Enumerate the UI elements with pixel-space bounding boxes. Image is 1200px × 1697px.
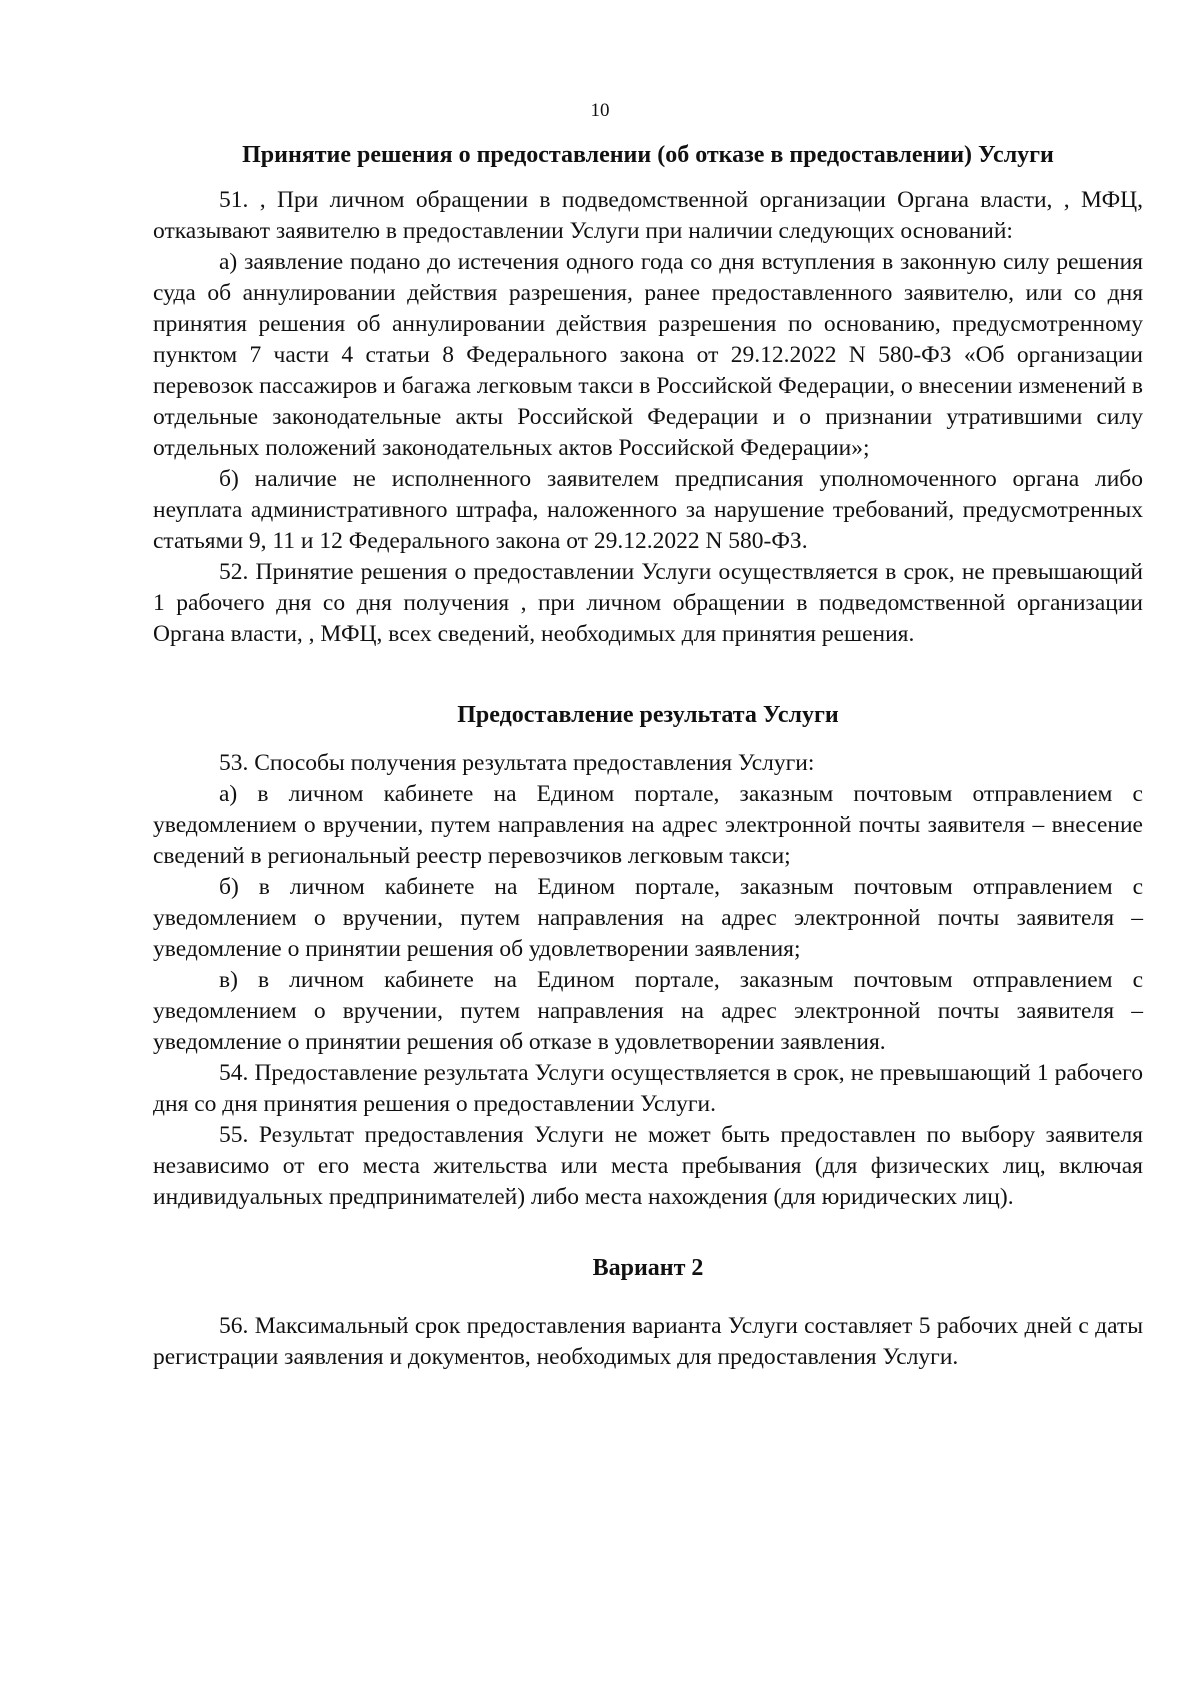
paragraph-53-a: а) в личном кабинете на Едином портале, заказным почтовым отправлением с уведомлением о вручении, путем направления на адрес электронной почты заявителя – внесение сведений в региональный реестр перевозчиков легковым такси; [153, 781, 1143, 869]
paragraph-51-a: а) заявление подано до истечения одного года со дня вступления в законную силу решения суда об аннулировании действия разрешения, ранее предоставленного заявителю, или со дня принятия решения об аннулировании действия разрешения по основанию, предусмотренному пунктом 7 части 4 статьи 8 Федерального закона от 29.12.2022 N 580-ФЗ «Об организации перевозок пассажиров и багажа легковым такси в Российской Федерации, о внесении изменений в отдельные законодательные акты Российской Федерации и о признании утратившими силу отдельных положений законодательных актов Российской Федерации»; [153, 249, 1143, 461]
section-heading-decision: Принятие решения о предоставлении (об отказе в предоставлении) Услуги [242, 142, 1054, 168]
paragraph-52: 52. Принятие решения о предоставлении Услуги осуществляется в срок, не превышающий 1 рабочего дня со дня получения , при личном обращении в подведомственной организации Органа власти, , МФЦ, всех сведений, необходимых для принятия решения. [153, 559, 1143, 647]
paragraph-51: 51. , При личном обращении в подведомственной организации Органа власти, , МФЦ, отказывают заявителю в предоставлении Услуги при наличии следующих оснований: [153, 187, 1143, 244]
paragraph-51-b: б) наличие не исполненного заявителем предписания уполномоченного органа либо неуплата административного штрафа, наложенного за нарушение требований, предусмотренных статьями 9, 11 и 12 Федерального закона от 29.12.2022 N 580-ФЗ. [153, 466, 1143, 554]
paragraph-54: 54. Предоставление результата Услуги осуществляется в срок, не превышающий 1 рабочего дня со дня принятия решения о предоставлении Услуги. [153, 1060, 1143, 1117]
paragraph-53-v: в) в личном кабинете на Едином портале, заказным почтовым отправлением с уведомлением о вручении, путем направления на адрес электронной почты заявителя – уведомление о принятии решения об отказе в удовлетворении заявления. [153, 967, 1143, 1055]
paragraph-55: 55. Результат предоставления Услуги не может быть предоставлен по выбору заявителя независимо от его места жительства или места пребывания (для физических лиц, включая индивидуальных предпринимателей) либо места нахождения (для юридических лиц). [153, 1122, 1143, 1210]
paragraph-53: 53. Способы получения результата предоставления Услуги: [219, 750, 815, 776]
paragraph-53-b: б) в личном кабинете на Едином портале, заказным почтовым отправлением с уведомлением о вручении, путем направления на адрес электронной почты заявителя – уведомление о принятии решения об удовлетворении заявления; [153, 874, 1143, 962]
section-heading-result: Предоставление результата Услуги [457, 702, 839, 728]
paragraph-56: 56. Максимальный срок предоставления варианта Услуги составляет 5 рабочих дней с даты регистрации заявления и документов, необходимых для предоставления Услуги. [153, 1313, 1143, 1370]
page-number: 10 [590, 100, 610, 121]
section-heading-variant-2: Вариант 2 [592, 1255, 704, 1281]
document-body [153, 140, 1143, 1373]
